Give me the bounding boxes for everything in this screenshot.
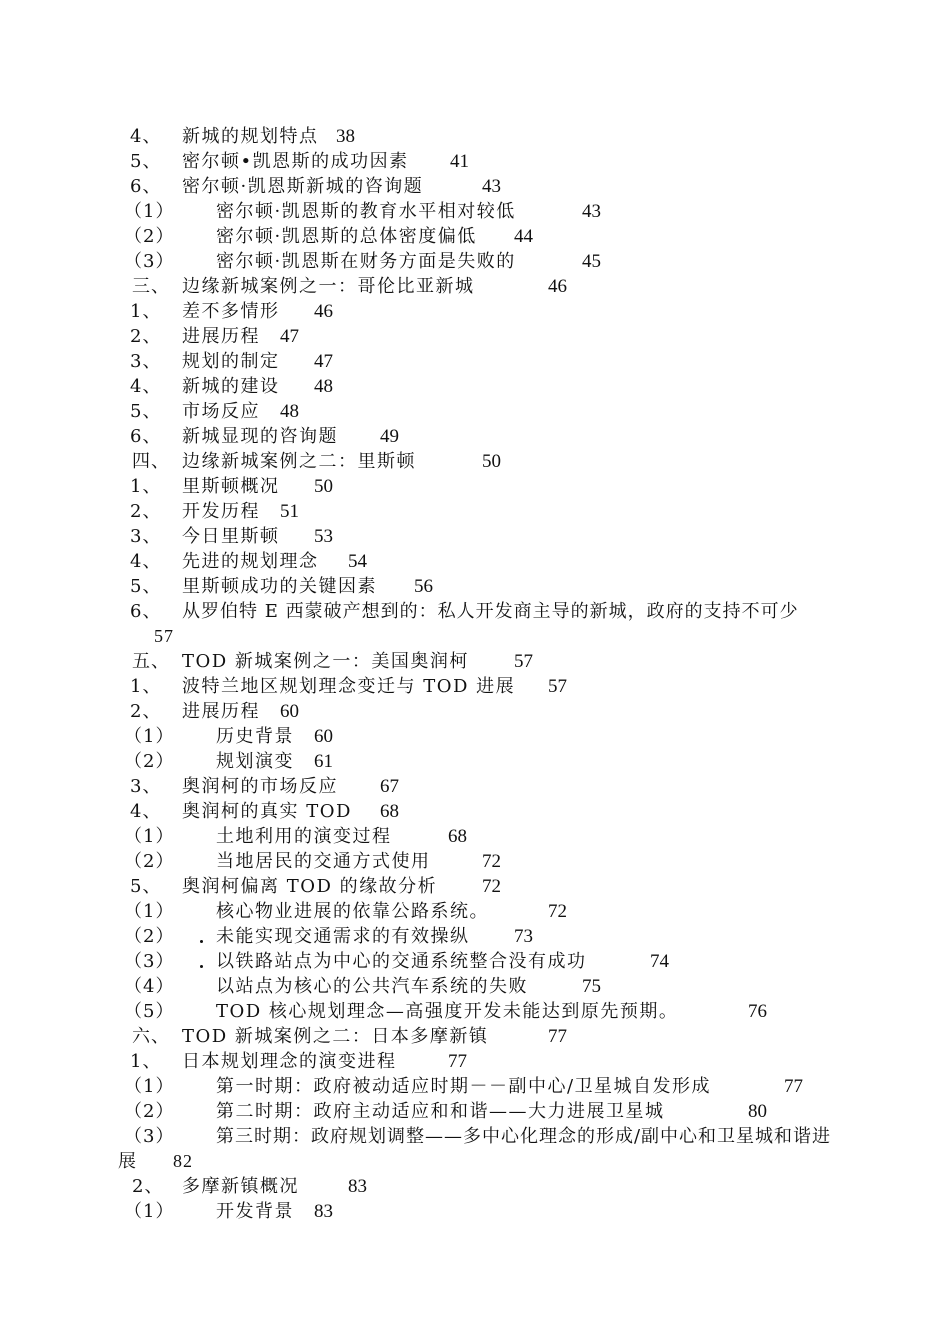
toc-entry-page: 68 [380, 801, 399, 822]
toc-entry-page: 61 [314, 751, 333, 772]
toc-entry [0, 499, 950, 524]
toc-entry [0, 974, 950, 999]
bullet-dot [200, 940, 203, 943]
toc-entry-text: 边缘新城案例之二：里斯顿 [182, 451, 416, 472]
toc-entry [0, 174, 950, 199]
toc-entry-text: 市场反应 [182, 401, 260, 422]
toc-entry [0, 274, 950, 299]
toc-entry-number: （2） [124, 226, 175, 247]
toc-entry-page: 67 [380, 776, 399, 797]
toc-entry [0, 924, 950, 949]
toc-entry-text: 差不多情形 [182, 301, 280, 322]
toc-entry-number: 五、 [132, 651, 170, 672]
toc-entry-number: 四、 [132, 451, 170, 472]
toc-entry-page: 68 [448, 826, 467, 847]
toc-entry-page: 57 [548, 676, 567, 697]
toc-entry [0, 324, 950, 349]
toc-entry-number: 2、 [130, 701, 162, 722]
toc-entry-text: TOD 新城案例之一：美国奥润柯 [182, 651, 469, 672]
toc-entry-page: 45 [582, 251, 601, 272]
toc-entry-text: 波特兰地区规划理念变迁与 TOD 进展 [182, 676, 516, 697]
toc-entry-title [118, 599, 838, 649]
toc-entry [0, 574, 950, 599]
toc-entry-page: 77 [784, 1076, 803, 1097]
toc-entry-page: 38 [336, 126, 355, 147]
toc-entry-number: 4、 [130, 376, 162, 397]
toc-entry-title [118, 1124, 838, 1174]
toc-entry-number: 3、 [130, 526, 162, 547]
toc-entry-page: 57 [514, 651, 533, 672]
toc-entry-number: （2） [124, 851, 175, 872]
toc-entry-number: （2） [124, 751, 175, 772]
toc-entry [0, 424, 950, 449]
toc-entry-number: 4、 [130, 551, 162, 572]
toc-entry-page: 76 [748, 1001, 767, 1022]
toc-entry [0, 199, 950, 224]
toc-entry [0, 724, 950, 749]
toc-entry [0, 849, 950, 874]
toc-entry-number: （1） [124, 201, 175, 222]
toc-entry-number: （4） [124, 976, 175, 997]
toc-entry-page: 80 [748, 1101, 767, 1122]
toc-entry-page: 54 [348, 551, 367, 572]
toc-entry [0, 224, 950, 249]
toc-entry-text: 进展历程 [182, 326, 260, 347]
toc-entry-number: （5） [124, 1001, 175, 1022]
toc-entry-text: 未能实现交通需求的有效操纵 [216, 926, 470, 947]
toc-entry-text: 历史背景 [216, 726, 294, 747]
toc-entry-number: 3、 [130, 776, 162, 797]
toc-entry-text: 新城的建设 [182, 376, 280, 397]
toc-entry-text: 密尔顿·凯恩斯在财务方面是失败的 [216, 251, 516, 272]
toc-entry-page: 77 [448, 1051, 467, 1072]
toc-entry-number: （1） [124, 1201, 175, 1222]
toc-entry-text: 密尔顿·凯恩斯新城的咨询题 [182, 176, 424, 197]
toc-entry [0, 999, 950, 1024]
toc-entry-number: 1、 [130, 476, 162, 497]
table-of-contents [0, 124, 950, 1224]
toc-entry-number: 6、 [130, 426, 162, 447]
toc-entry-text: 规划演变 [216, 751, 294, 772]
toc-entry-text: 边缘新城案例之一：哥伦比亚新城 [182, 276, 475, 297]
toc-entry-text: 先进的规划理念 [182, 551, 319, 572]
toc-entry-text: 以站点为核心的公共汽车系统的失败 [216, 976, 528, 997]
toc-entry-text: 奥润柯的市场反应 [182, 776, 338, 797]
toc-entry-page: 43 [582, 201, 601, 222]
toc-entry-page: 46 [548, 276, 567, 297]
toc-entry [0, 799, 950, 824]
toc-entry [0, 149, 950, 174]
toc-entry-text: 里斯顿成功的关键因素 [182, 576, 377, 597]
toc-entry [0, 1024, 950, 1049]
toc-entry-number: 六、 [132, 1026, 170, 1047]
toc-entry-number: 3、 [130, 351, 162, 372]
toc-entry [0, 649, 950, 674]
toc-entry-text: 奥润柯的真实 TOD [182, 801, 352, 822]
toc-entry-number: 2、 [130, 501, 162, 522]
toc-entry-page: 48 [314, 376, 333, 397]
toc-entry-number: 2、 [132, 1176, 164, 1197]
toc-entry-text: 以铁路站点为中心的交通系统整合没有成功 [216, 951, 587, 972]
toc-entry-page: 75 [582, 976, 601, 997]
toc-entry-page: 82 [173, 1151, 193, 1171]
toc-entry-text: 土地利用的演变过程 [216, 826, 392, 847]
toc-entry-page: 43 [482, 176, 501, 197]
toc-entry [0, 599, 950, 649]
toc-entry-page: 72 [482, 851, 501, 872]
toc-entry [0, 299, 950, 324]
toc-entry [0, 524, 950, 549]
toc-entry-number: 5、 [130, 151, 162, 172]
toc-entry [0, 1124, 950, 1174]
toc-entry [0, 899, 950, 924]
toc-entry-page: 72 [548, 901, 567, 922]
toc-entry-number: 三、 [132, 276, 170, 297]
toc-entry-number: 5、 [130, 401, 162, 422]
toc-entry-text: 开发背景 [216, 1201, 294, 1222]
toc-entry-page: 60 [280, 701, 299, 722]
toc-entry-number: 4、 [130, 126, 162, 147]
toc-entry-number: 1、 [130, 676, 162, 697]
toc-entry [0, 774, 950, 799]
toc-entry [0, 124, 950, 149]
toc-entry-page: 46 [314, 301, 333, 322]
toc-entry-text: 第三时期：政府规划调整——多中心化理念的形成/副中心和卫星城和谐进展 [118, 1126, 832, 1172]
toc-entry-text: TOD 核心规划理念—高强度开发未能达到原先预期。 [216, 1001, 679, 1022]
toc-entry [0, 549, 950, 574]
toc-entry-number: 5、 [130, 876, 162, 897]
toc-entry-page: 56 [414, 576, 433, 597]
toc-entry-number: 1、 [130, 1051, 162, 1072]
toc-entry-number: 6、 [130, 601, 162, 622]
toc-entry-text: 从罗伯特 E 西蒙破产想到的：私人开发商主导的新城，政府的支持不可少 [182, 601, 799, 622]
toc-entry-page: 74 [650, 951, 669, 972]
toc-entry-text: 规划的制定 [182, 351, 280, 372]
toc-entry-text: 新城的规划特点 [182, 126, 319, 147]
toc-entry-page: 50 [314, 476, 333, 497]
toc-entry-page: 51 [280, 501, 299, 522]
toc-entry-text: 密尔顿•凯恩斯的成功因素 [182, 151, 409, 172]
toc-entry-text: 密尔顿·凯恩斯的教育水平相对较低 [216, 201, 516, 222]
toc-entry-page: 60 [314, 726, 333, 747]
toc-entry-text: 里斯顿概况 [182, 476, 280, 497]
toc-entry-text: 密尔顿·凯恩斯的总体密度偏低 [216, 226, 477, 247]
toc-entry-page: 77 [548, 1026, 567, 1047]
toc-entry [0, 824, 950, 849]
toc-entry [0, 474, 950, 499]
toc-entry-page: 49 [380, 426, 399, 447]
toc-entry-page: 41 [450, 151, 469, 172]
toc-entry [0, 1049, 950, 1074]
toc-entry [0, 949, 950, 974]
toc-entry [0, 349, 950, 374]
toc-entry-page: 48 [280, 401, 299, 422]
toc-entry-text: 多摩新镇概况 [182, 1176, 299, 1197]
toc-entry [0, 699, 950, 724]
toc-entry [0, 249, 950, 274]
toc-entry-number: 1、 [130, 301, 162, 322]
toc-entry-text: 新城显现的咨询题 [182, 426, 338, 447]
toc-entry-text: TOD 新城案例之二：日本多摩新镇 [182, 1026, 489, 1047]
toc-entry-page: 47 [280, 326, 299, 347]
toc-entry [0, 449, 950, 474]
toc-entry-text: 今日里斯顿 [182, 526, 280, 547]
toc-entry-number: （1） [124, 1076, 175, 1097]
toc-entry-page: 44 [514, 226, 533, 247]
toc-entry-page: 57 [154, 626, 174, 646]
toc-entry [0, 374, 950, 399]
toc-entry-text: 当地居民的交通方式使用 [216, 851, 431, 872]
toc-entry [0, 399, 950, 424]
toc-entry [0, 1174, 950, 1199]
toc-entry-text: 第一时期：政府被动适应时期－－副中心/卫星城自发形成 [216, 1076, 712, 1097]
toc-entry-page: 83 [348, 1176, 367, 1197]
toc-entry-text: 奥润柯偏离 TOD 的缘故分析 [182, 876, 438, 897]
toc-entry-text: 开发历程 [182, 501, 260, 522]
toc-entry-page: 47 [314, 351, 333, 372]
toc-entry-page: 50 [482, 451, 501, 472]
toc-entry-number: （3） [124, 251, 175, 272]
toc-entry-text: 核心物业进展的依靠公路系统。 [216, 901, 489, 922]
toc-entry-text: 日本规划理念的演变进程 [182, 1051, 397, 1072]
toc-entry-number: （3） [124, 1126, 175, 1147]
toc-entry-text: 进展历程 [182, 701, 260, 722]
toc-entry-number: （1） [124, 826, 175, 847]
toc-entry [0, 1074, 950, 1099]
toc-entry [0, 749, 950, 774]
toc-entry-number: 5、 [130, 576, 162, 597]
toc-entry [0, 1099, 950, 1124]
toc-entry-number: （1） [124, 901, 175, 922]
toc-entry [0, 874, 950, 899]
toc-entry-number: 2、 [130, 326, 162, 347]
toc-entry-page: 72 [482, 876, 501, 897]
toc-entry-number: 6、 [130, 176, 162, 197]
toc-entry-text: 第二时期：政府主动适应和和谐——大力进展卫星城 [216, 1101, 665, 1122]
toc-entry-page: 53 [314, 526, 333, 547]
toc-entry-number: （3） [124, 951, 175, 972]
toc-entry-number: 4、 [130, 801, 162, 822]
toc-entry-number: （2） [124, 926, 175, 947]
toc-entry-number: （2） [124, 1101, 175, 1122]
toc-entry-number: （1） [124, 726, 175, 747]
bullet-dot [200, 965, 203, 968]
toc-entry [0, 674, 950, 699]
toc-entry-page: 73 [514, 926, 533, 947]
toc-entry [0, 1199, 950, 1224]
toc-entry-page: 83 [314, 1201, 333, 1222]
